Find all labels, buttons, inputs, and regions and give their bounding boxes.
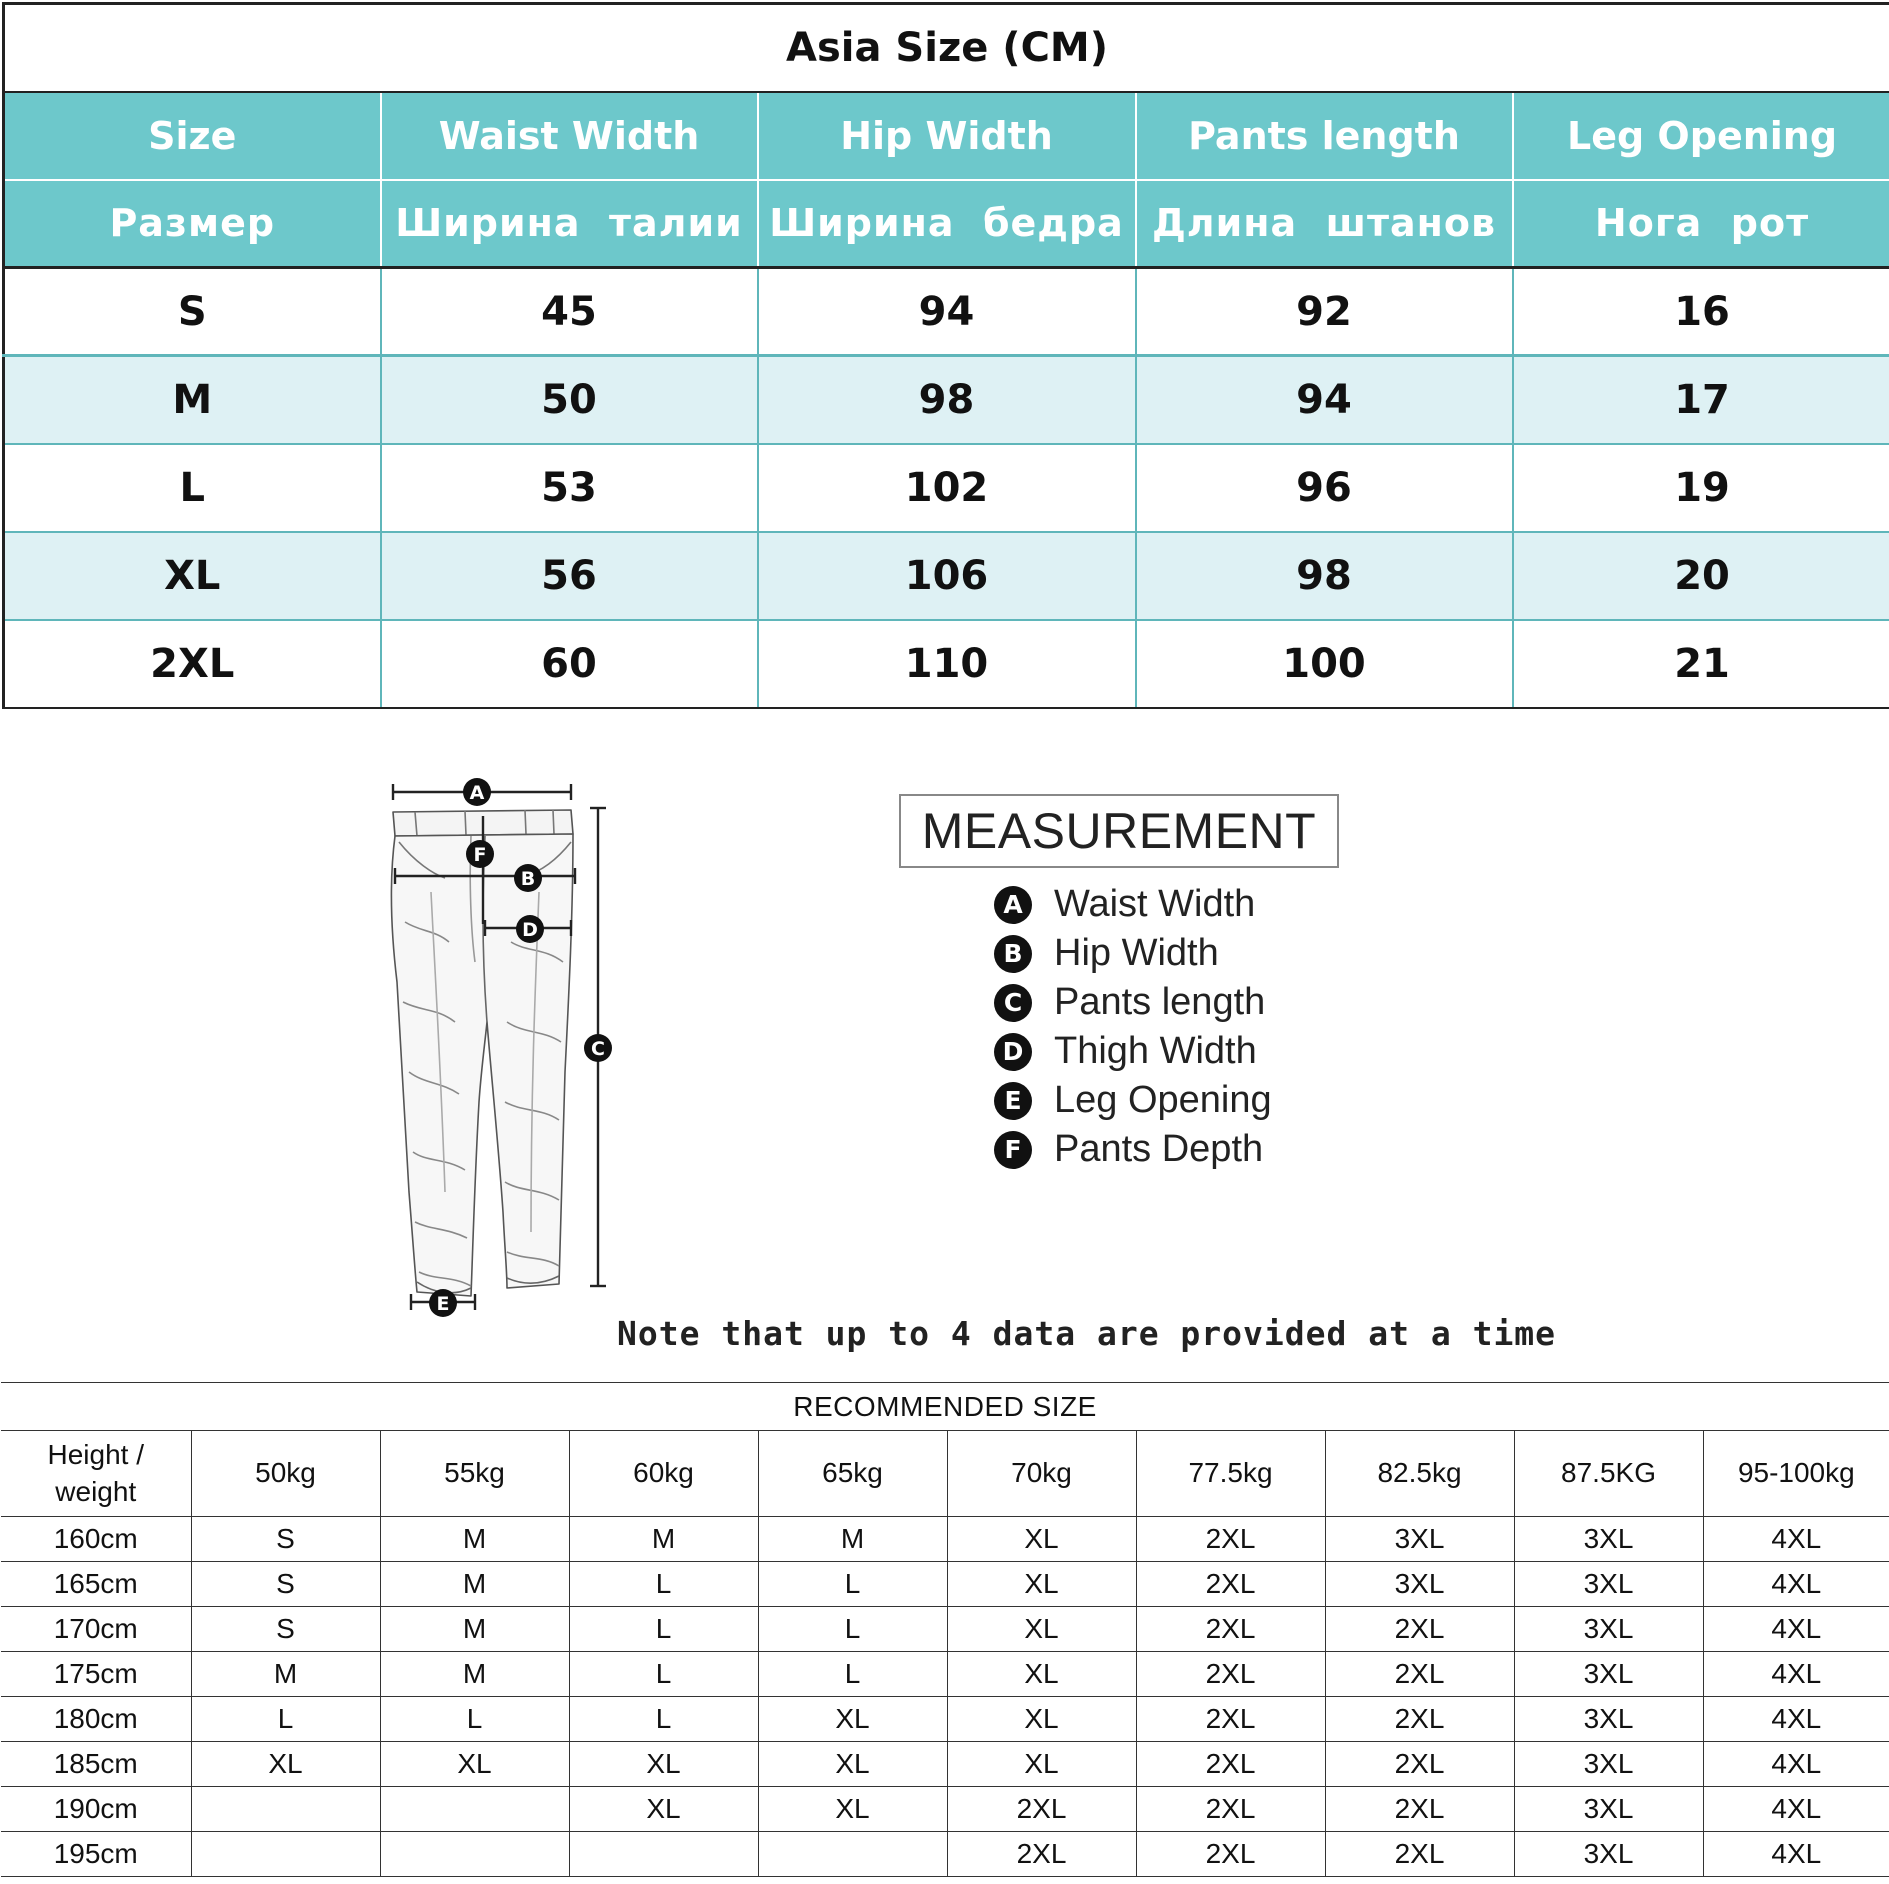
size-cell: 2XL [1325, 1697, 1514, 1742]
size-row [4, 356, 1889, 444]
legend-label: Waist Width [1054, 883, 1256, 925]
recommended-size-rows [1, 1517, 1889, 1877]
header-leg-opening: Leg Opening [1513, 92, 1889, 180]
size-cell: 2XL [1136, 1742, 1325, 1787]
waist-cell: 50 [381, 356, 758, 444]
waist-cell: 56 [381, 532, 758, 620]
leg-opening-cell: 21 [1513, 620, 1889, 708]
height-cell: 180cm [1, 1697, 191, 1742]
size-cell: XL [947, 1742, 1136, 1787]
size-cell: 3XL [1514, 1787, 1703, 1832]
legend-item [994, 929, 1414, 978]
recommended-size-title: RECOMMENDED SIZE [1, 1383, 1889, 1431]
marker-c [584, 1034, 612, 1062]
marker-e-label: E [436, 1293, 450, 1315]
size-cell: 2XL [947, 1787, 1136, 1832]
size-cell: XL [947, 1562, 1136, 1607]
waist-cell: 53 [381, 444, 758, 532]
size-cell: XL [947, 1607, 1136, 1652]
size-cell: 3XL [1514, 1832, 1703, 1877]
size-cell: 2XL [1325, 1652, 1514, 1697]
legend-item [994, 978, 1414, 1027]
size-table [2, 2, 1889, 709]
size-row [4, 532, 1889, 620]
waist-cell: 45 [381, 268, 758, 356]
legend-badge-e: E [994, 1082, 1032, 1120]
size-cell: L [569, 1652, 758, 1697]
size-cell: 4XL [1703, 1697, 1889, 1742]
weight-header: 95-100kg [1703, 1431, 1889, 1517]
size-cell: L [569, 1697, 758, 1742]
size-cell [569, 1832, 758, 1877]
size-cell: 3XL [1514, 1697, 1703, 1742]
legend-label: Thigh Width [1054, 1030, 1257, 1072]
size-cell: M [569, 1517, 758, 1562]
size-cell: M [191, 1652, 380, 1697]
size-cell: XL [569, 1787, 758, 1832]
size-cell: XL [758, 1697, 947, 1742]
marker-d [516, 915, 544, 943]
weight-label: weight [55, 1475, 137, 1507]
size-cell: M [380, 1562, 569, 1607]
height-cell: 175cm [1, 1652, 191, 1697]
size-cell: S [191, 1517, 380, 1562]
table-row [1, 1832, 1889, 1877]
size-cell: S [191, 1607, 380, 1652]
weight-header: 60kg [569, 1431, 758, 1517]
size-cell: 2XL [1325, 1742, 1514, 1787]
size-cell: M [4, 356, 381, 444]
leg-opening-cell: 20 [1513, 532, 1889, 620]
marker-c-label: C [591, 1038, 605, 1060]
legend-label: Pants length [1054, 981, 1266, 1023]
size-cell: 2XL [1136, 1562, 1325, 1607]
size-cell: 2XL [1136, 1517, 1325, 1562]
table-row [1, 1787, 1889, 1832]
header-pants-length-ru: Длина штанов [1136, 180, 1513, 268]
hip-cell: 110 [758, 620, 1136, 708]
size-cell: XL [758, 1742, 947, 1787]
size-cell: 3XL [1514, 1652, 1703, 1697]
length-cell: 100 [1136, 620, 1513, 708]
size-row [4, 268, 1889, 356]
header-size: Size [4, 92, 381, 180]
height-cell: 165cm [1, 1562, 191, 1607]
size-cell: XL [191, 1742, 380, 1787]
size-cell: XL [4, 532, 381, 620]
size-cell: 2XL [4, 620, 381, 708]
weight-header: 50kg [191, 1431, 380, 1517]
legend-label: Hip Width [1054, 932, 1219, 974]
length-cell: 94 [1136, 356, 1513, 444]
size-cell: M [380, 1607, 569, 1652]
size-cell: L [569, 1607, 758, 1652]
size-row [4, 444, 1889, 532]
note-text: Note that up to 4 data are provided at a time [617, 1314, 1557, 1353]
size-cell: L [758, 1562, 947, 1607]
size-cell: L [758, 1607, 947, 1652]
hip-cell: 102 [758, 444, 1136, 532]
size-cell: XL [947, 1652, 1136, 1697]
weight-header: 70kg [947, 1431, 1136, 1517]
header-hip-width-ru: Ширина бедра [758, 180, 1136, 268]
size-cell: XL [758, 1787, 947, 1832]
marker-a [463, 778, 491, 806]
height-cell: 170cm [1, 1607, 191, 1652]
header-pants-length: Pants length [1136, 92, 1513, 180]
size-cell: 3XL [1514, 1607, 1703, 1652]
hip-cell: 106 [758, 532, 1136, 620]
weight-header: 77.5kg [1136, 1431, 1325, 1517]
waist-cell: 60 [381, 620, 758, 708]
table-row [1, 1742, 1889, 1787]
legend-label: Pants Depth [1054, 1128, 1264, 1170]
size-row [4, 620, 1889, 708]
header-waist-width: Waist Width [381, 92, 758, 180]
size-cell: 2XL [1325, 1832, 1514, 1877]
size-cell: S [4, 268, 381, 356]
size-cell: S [191, 1562, 380, 1607]
height-cell: 160cm [1, 1517, 191, 1562]
weight-header: 82.5kg [1325, 1431, 1514, 1517]
legend-badge-f: F [994, 1131, 1032, 1169]
size-cell: 3XL [1514, 1517, 1703, 1562]
size-cell: M [380, 1652, 569, 1697]
height-cell: 185cm [1, 1742, 191, 1787]
table-row [1, 1607, 1889, 1652]
height-cell: 190cm [1, 1787, 191, 1832]
size-cell: L [4, 444, 381, 532]
size-cell: 2XL [1136, 1787, 1325, 1832]
size-cell: 4XL [1703, 1787, 1889, 1832]
size-table-title: Asia Size (CM) [4, 4, 1889, 92]
weight-header: 65kg [758, 1431, 947, 1517]
size-cell: 4XL [1703, 1652, 1889, 1697]
size-cell: M [758, 1517, 947, 1562]
size-cell: XL [947, 1517, 1136, 1562]
size-cell: 4XL [1703, 1562, 1889, 1607]
size-cell: L [191, 1697, 380, 1742]
size-cell: L [758, 1652, 947, 1697]
size-cell: L [380, 1697, 569, 1742]
size-cell [191, 1832, 380, 1877]
legend-badge-a: A [994, 886, 1032, 924]
marker-e [429, 1289, 457, 1317]
size-cell: 2XL [947, 1832, 1136, 1877]
length-cell: 98 [1136, 532, 1513, 620]
table-row [1, 1652, 1889, 1697]
legend-label: Leg Opening [1054, 1079, 1272, 1121]
size-cell: 2XL [1136, 1832, 1325, 1877]
size-cell: 4XL [1703, 1517, 1889, 1562]
size-cell: 2XL [1136, 1652, 1325, 1697]
size-cell [380, 1787, 569, 1832]
legend-item [994, 1125, 1414, 1174]
marker-f-label: F [473, 844, 487, 866]
header-size-ru: Размер [4, 180, 381, 268]
size-cell: 2XL [1136, 1607, 1325, 1652]
size-cell: XL [569, 1742, 758, 1787]
recommended-size-table [1, 1382, 1889, 1877]
legend-item [994, 1076, 1414, 1125]
size-cell: 2XL [1325, 1607, 1514, 1652]
size-cell [380, 1832, 569, 1877]
marker-b [514, 864, 542, 892]
weight-header: 55kg [380, 1431, 569, 1517]
measurement-legend [994, 880, 1414, 1174]
size-cell: 3XL [1514, 1742, 1703, 1787]
measurement-title-box [899, 794, 1339, 868]
leg-opening-cell: 17 [1513, 356, 1889, 444]
marker-d-label: D [522, 919, 538, 941]
header-hip-width: Hip Width [758, 92, 1136, 180]
pants-diagram [375, 772, 635, 1332]
height-weight-header [1, 1431, 191, 1517]
length-cell: 96 [1136, 444, 1513, 532]
marker-b-label: B [520, 868, 536, 890]
size-cell: XL [947, 1697, 1136, 1742]
leg-opening-cell: 16 [1513, 268, 1889, 356]
table-row [1, 1517, 1889, 1562]
size-cell: 3XL [1325, 1517, 1514, 1562]
size-cell: 2XL [1325, 1787, 1514, 1832]
size-cell: 4XL [1703, 1742, 1889, 1787]
table-row [1, 1697, 1889, 1742]
legend-item [994, 880, 1414, 929]
legend-badge-b: B [994, 935, 1032, 973]
marker-a-label: A [469, 782, 485, 804]
height-cell: 195cm [1, 1832, 191, 1877]
size-cell [758, 1832, 947, 1877]
size-cell: 3XL [1325, 1562, 1514, 1607]
leg-opening-cell: 19 [1513, 444, 1889, 532]
height-label: Height / [47, 1439, 144, 1471]
measurement-title: MEASUREMENT [921, 803, 1317, 859]
size-cell: 4XL [1703, 1607, 1889, 1652]
hip-cell: 98 [758, 356, 1136, 444]
header-leg-opening-ru: Нога рот [1513, 180, 1889, 268]
legend-badge-d: D [994, 1033, 1032, 1071]
legend-badge-c: C [994, 984, 1032, 1022]
size-cell: M [380, 1517, 569, 1562]
size-cell: L [569, 1562, 758, 1607]
marker-f [466, 840, 494, 868]
size-cell: 4XL [1703, 1832, 1889, 1877]
size-cell: 3XL [1514, 1562, 1703, 1607]
size-cell: 2XL [1136, 1697, 1325, 1742]
table-row [1, 1562, 1889, 1607]
size-cell: XL [380, 1742, 569, 1787]
size-cell [191, 1787, 380, 1832]
length-cell: 92 [1136, 268, 1513, 356]
hip-cell: 94 [758, 268, 1136, 356]
legend-item [994, 1027, 1414, 1076]
weight-header: 87.5KG [1514, 1431, 1703, 1517]
header-waist-width-ru: Ширина талии [381, 180, 758, 268]
